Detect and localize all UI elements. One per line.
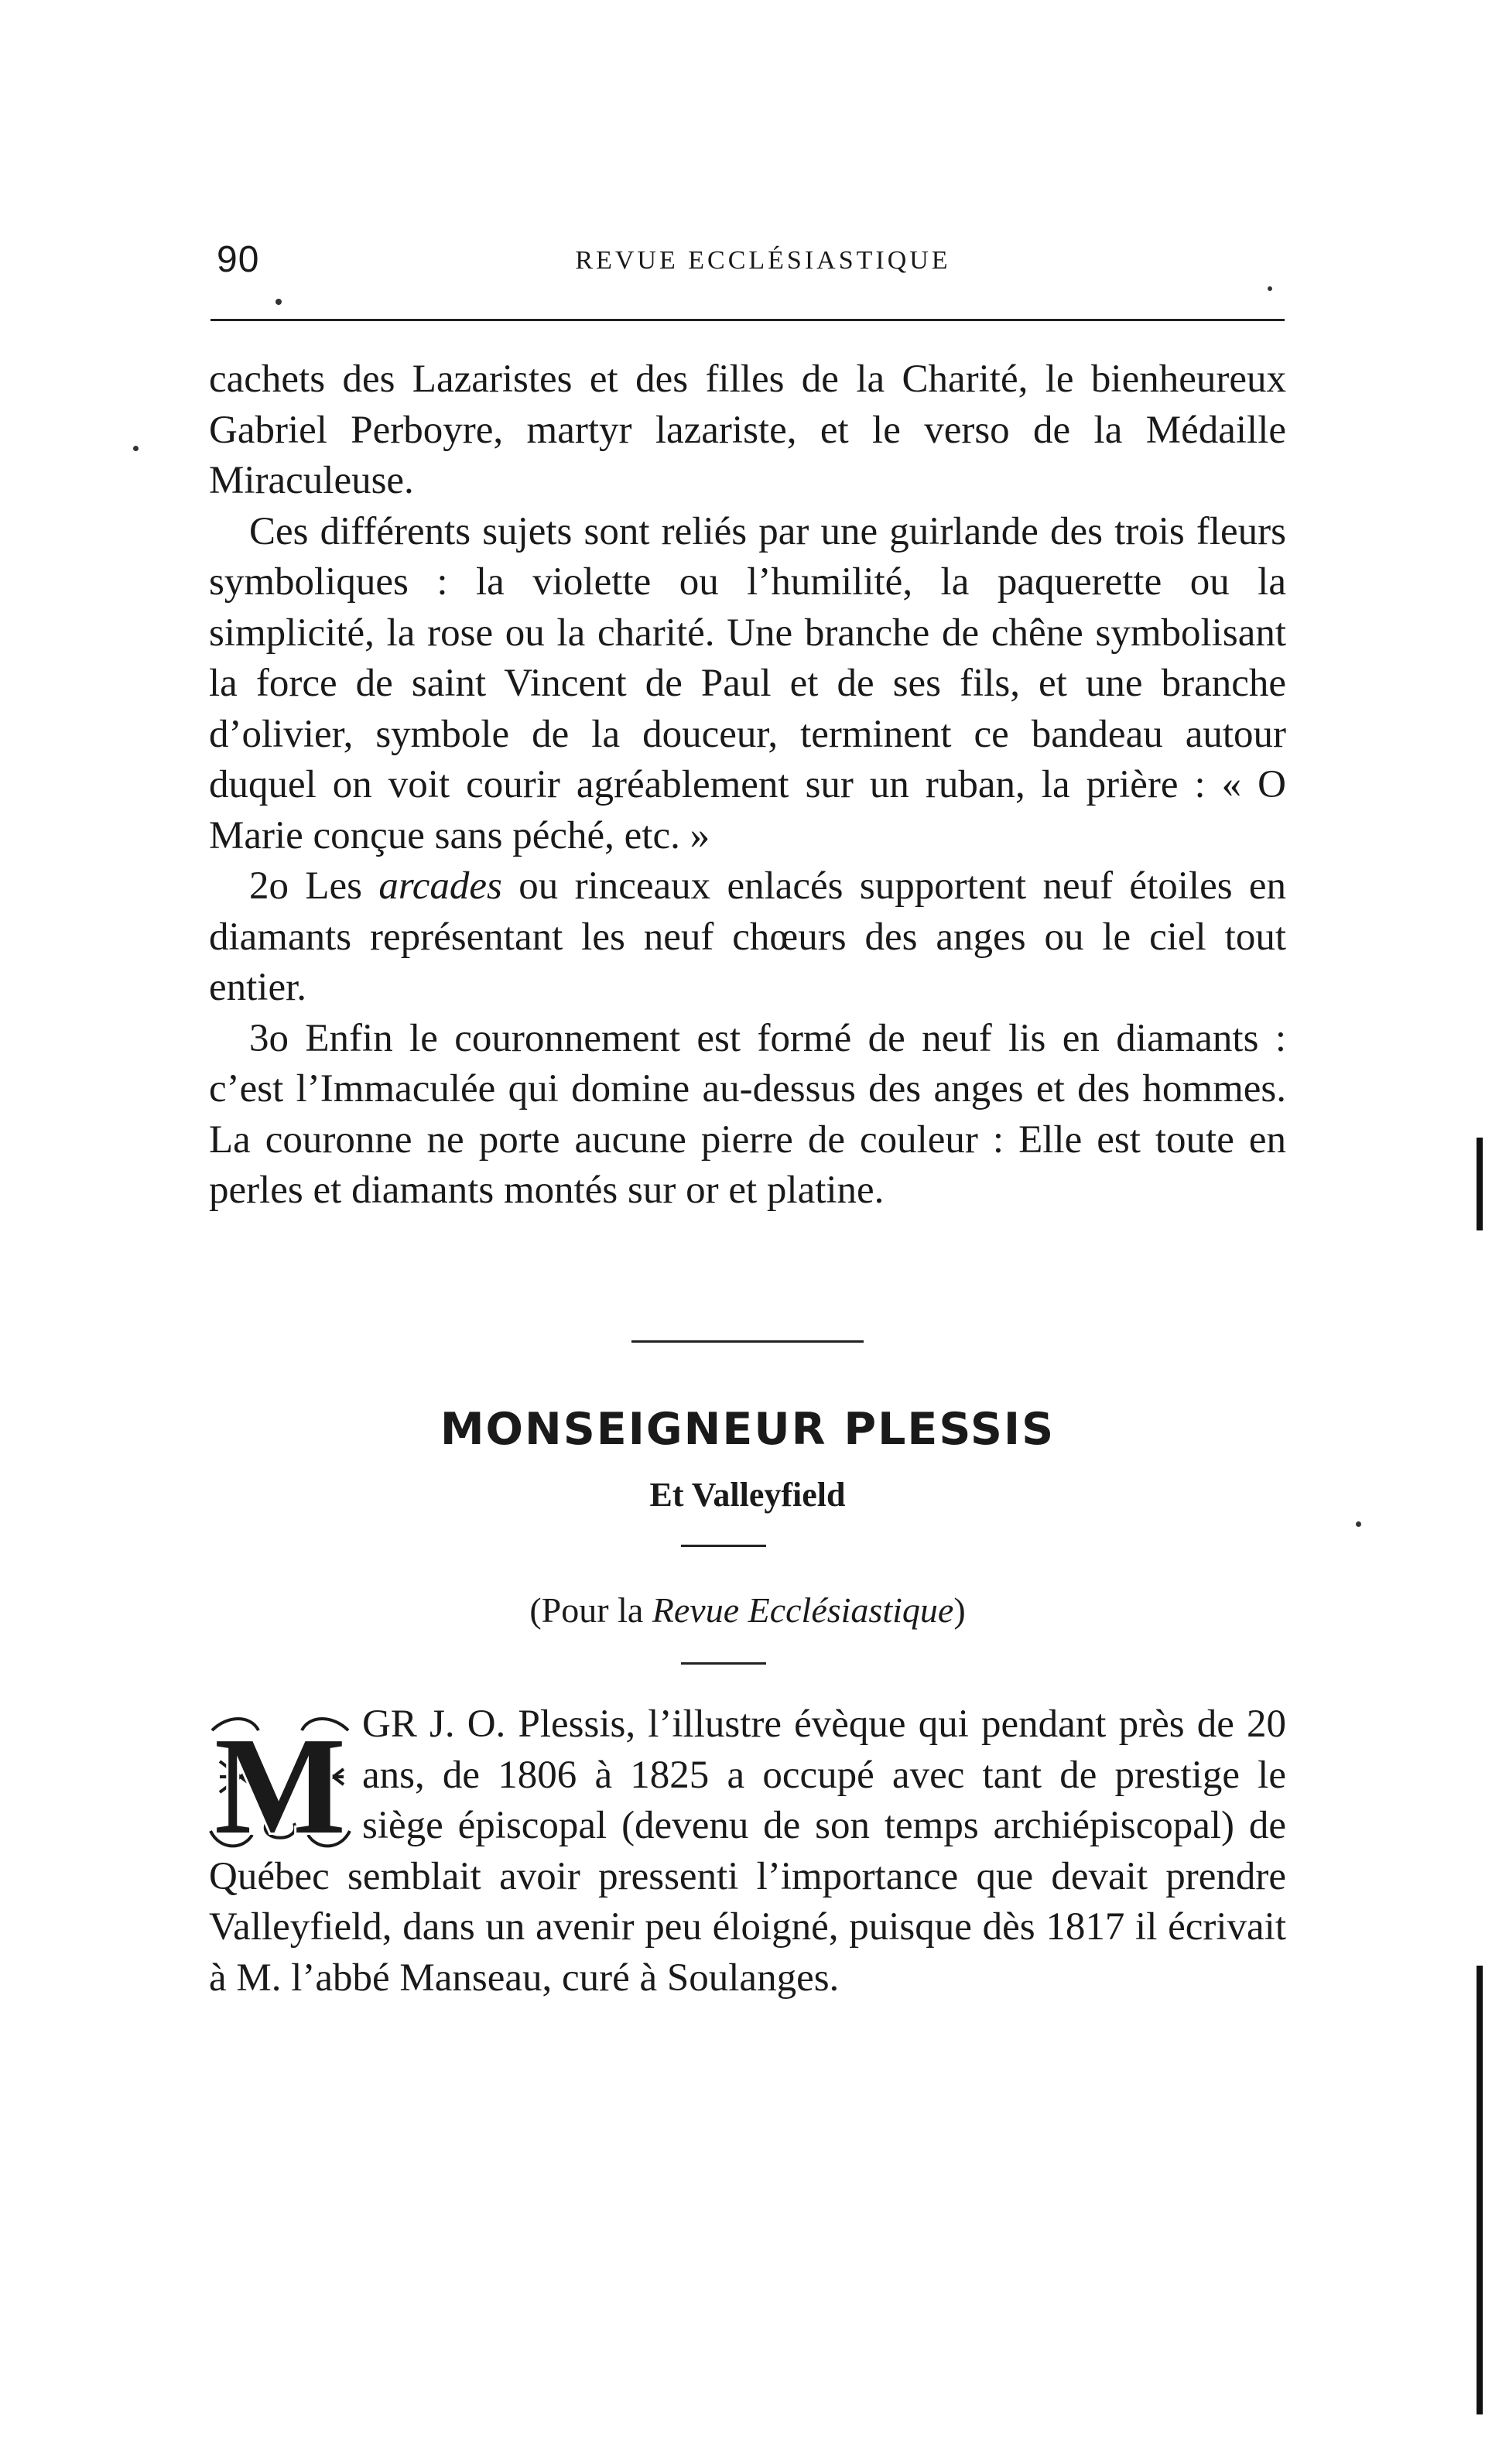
speck bbox=[1268, 286, 1272, 291]
article-continuation bbox=[209, 354, 1286, 1217]
speck bbox=[1356, 1521, 1361, 1527]
subtitle-rule bbox=[681, 1545, 766, 1547]
running-title: REVUE ECCLÉSIASTIQUE bbox=[575, 246, 951, 275]
scan-edge-mark bbox=[1477, 1966, 1483, 2414]
paragraph-4: 3o Enfin le couronnement est formé de neuf lis en diamants : c’est l’Immaculée qui domine au-dessus des anges et des hommes. La couronne ne porte aucune pierre de couleur : Elle est toute en perles et diamants montés sur or et platine. bbox=[209, 1016, 1286, 1212]
paragraph-3-end: ou rinceaux enlacés supportent neuf étoiles en diamants représentant les neuf chœurs des anges ou le ciel tout entier. bbox=[209, 864, 1287, 1009]
section-subtitle: Et Valleyfield bbox=[649, 1476, 846, 1514]
paragraph-1: cachets des Lazaristes et des filles de la Charité, le bienheureux Gabriel Perboyre, martyr lazariste, et le verso de la Médaille Miraculeuse. bbox=[209, 358, 1286, 502]
initial-letter: M bbox=[214, 1709, 346, 1854]
section-separator bbox=[631, 1340, 864, 1343]
source-rule bbox=[681, 1662, 766, 1665]
page-number: 90 bbox=[217, 239, 260, 280]
scan-edge-mark bbox=[1477, 1138, 1483, 1230]
article-opening bbox=[209, 1699, 1286, 2004]
section-title: MONSEIGNEUR PLESSIS bbox=[440, 1404, 1056, 1455]
source-suffix: ) bbox=[953, 1590, 966, 1630]
paragraph-3-italic: arcades bbox=[378, 864, 502, 908]
source-journal: Revue Ecclésiastique bbox=[652, 1590, 954, 1630]
speck bbox=[275, 299, 282, 305]
source-prefix: (Pour la bbox=[529, 1590, 644, 1630]
article-opening-text: GR J. O. Plessis, l’illustre évèque qui pendant près de 20 ans, de 1806 à 1825 a occupé avec tant de prestige le siège épiscopal (devenu de son temps archiépiscopal) de Québec semblait avoir pressenti l’importance que devait prendre Valleyfield, dans un avenir peu éloigné, puisque dès 1817 il écrivait à M. l’abbé Manseau, curé à Soulanges. bbox=[209, 1703, 1286, 2000]
paragraph-2: Ces différents sujets sont reliés par une guirlande des trois fleurs symboliques : la violette ou l’humilité, la paquerette ou la simplicité, la rose ou la charité. Une branche de chêne symbolisant la force de saint Vincent de Paul et de ses fils, et une branche d’olivier, symbole de la douceur, terminent ce bandeau autour duquel on voit courir agréablement sur un ruban, la prière : « O Marie conçue sans péché, etc. » bbox=[209, 509, 1286, 857]
speck bbox=[133, 446, 139, 451]
page-header bbox=[210, 238, 1285, 285]
source-line bbox=[209, 1590, 1286, 1631]
paragraph-3-start: 2o Les bbox=[249, 864, 362, 908]
paragraph-3 bbox=[209, 861, 1286, 1014]
header-rule bbox=[210, 319, 1285, 321]
